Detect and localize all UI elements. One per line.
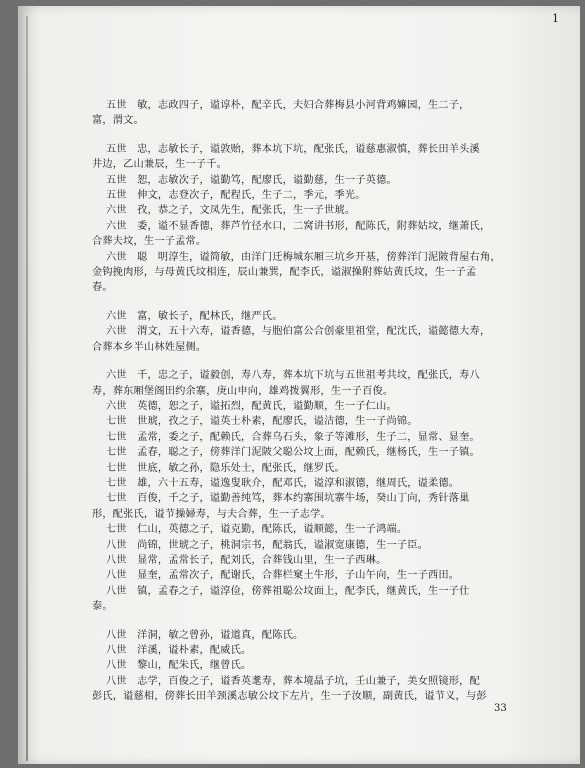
entry-line: 六世 孜，恭之子，文凤先生，配张氏，生一子世琥。 <box>106 205 356 217</box>
entry-paragraph <box>92 173 512 188</box>
entry-paragraph <box>92 219 512 250</box>
page-gutter-shadow <box>26 16 28 761</box>
entry-line: 合葬夫坟，生一子孟常。 <box>92 236 207 248</box>
corner-mark: 1 <box>552 12 559 25</box>
entry-paragraph <box>92 522 512 537</box>
entry-paragraph <box>92 142 512 173</box>
entry-line: 八世 洋洞，敏之曾孙，谥道真，配陈氏。 <box>106 629 304 641</box>
entry-line: 八世 黎山，配朱氏，继曾氏。 <box>106 660 252 672</box>
entry-line: 八世 显常，孟常长子，配刘氏，合葬钱山里，生一子西琳。 <box>106 554 387 566</box>
entry-paragraph <box>92 491 512 522</box>
entry-line: 八世 镇，孟春之子，谥淳俭，傍葬祖聪公坟面上，配李氏，继黄氏，生一子仕 <box>106 585 470 597</box>
entry-line: 七世 仁山，英德之子，谥克勤，配陈氏，谥顺懿，生一子鸿端。 <box>106 524 408 536</box>
entry-paragraph <box>92 430 512 445</box>
entry-line: 泰。 <box>92 601 113 613</box>
entry-line: 富，渭文。 <box>92 115 144 127</box>
entry-line: 五世 忠，志敏长子，谥敦贻，葬本坑下坑，配张氏，谥慈惠淑慎，葬长田羊头溪 <box>106 143 480 155</box>
paragraph-gap <box>92 129 512 142</box>
entry-paragraph <box>92 98 512 129</box>
entry-line: 七世 百俊，千之子，谥勤善纯笃，葬本约寨围坑寨牛场，癸山丁向，秀针落巢 <box>106 493 470 505</box>
entry-line: 形，配张氏，谥节操婦寿，与夫合葬，生一子志学。 <box>92 508 331 520</box>
entry-paragraph <box>92 188 512 203</box>
entry-paragraph <box>92 203 512 218</box>
entry-paragraph <box>92 538 512 553</box>
entry-line: 彭氏，谥慈相，傍葬长田羊颈溪志敏公坟下左片，生一子汝顺，副黄氏，谥节义，与彭 <box>92 691 487 703</box>
entry-line: 六世 富，敏长子，配林氏，继严氏。 <box>106 310 283 322</box>
entry-paragraph <box>92 445 512 460</box>
entry-line: 六世 聪 明淳生，谥简敏，由洋门迁梅城东厢三坑乡开基，傍葬洋门泥陂背屋右角， <box>106 251 501 263</box>
entry-paragraph <box>92 476 512 491</box>
entry-paragraph <box>92 368 512 399</box>
paragraph-gap <box>92 296 512 309</box>
entry-line: 寿，葬东厢堡阁田约余寨，庚山申向，雄鸡拨翼形，生一子百俊。 <box>92 385 394 397</box>
genealogy-text-body <box>92 98 512 705</box>
entry-line: 井边，乙山兼辰，生一子千。 <box>92 159 228 171</box>
entry-paragraph <box>92 250 512 296</box>
entry-line: 八世 洋溪，谥朴素，配威氏。 <box>106 645 252 656</box>
entry-line: 六世 千，忠之子，谥毅创，寿八寿，葬本坑下坑与五世祖考共坟，配张氏，寿八 <box>106 370 480 382</box>
entry-paragraph <box>92 399 512 414</box>
entry-paragraph <box>92 658 512 673</box>
entry-line: 七世 雄，六十五寿，谥逸叟耿介，配邓氏，谥淳和淑德，继周氏，谥柔德。 <box>106 477 460 489</box>
entry-line: 七世 世底，敏之孙，隐乐处士，配张氏，继罗氏。 <box>106 462 345 474</box>
paragraph-gap <box>92 355 512 368</box>
entry-line: 八世 显奎，孟常次子，配谢氏，合葬栏窠土牛形，子山午向，生一子西田。 <box>106 570 460 582</box>
entry-paragraph <box>92 309 512 324</box>
paragraph-gap <box>92 615 512 628</box>
entry-line: 六世 英德，恕之子，谥拓烈，配黄氏，谥勤顺，生一子仁山。 <box>106 400 397 412</box>
entry-paragraph <box>92 461 512 476</box>
entry-line: 五世 伸文，志登次子，配程氏，生子二，季元，季光。 <box>106 190 366 202</box>
entry-line: 八世 志学，百俊之子，谥香英耄寿，葬本境晶子坑，壬山兼子，美女照镜形，配 <box>106 675 480 687</box>
entry-line: 六世 渭文，五十六寿，谥香德，与胞伯富公合创豪里祖堂，配沈氏，谥懿德大寿， <box>106 326 491 338</box>
page-number: 33 <box>494 703 507 714</box>
entry-paragraph <box>92 324 512 355</box>
entry-line: 七世 孟常，委之子，配赖氏，合葬乌石头，象子等滩形，生子二，显常、显奎。 <box>106 431 480 443</box>
entry-line: 五世 敏，志政四子，谥谆朴，配辛氏，夫妇合葬梅县小河背鸡嫲园，生二子， <box>106 100 470 111</box>
entry-paragraph <box>92 584 512 615</box>
entry-line: 六世 委，谥不显香德，葬芦竹径水口，二窝讲书形，配陈氏，附葬姑坟，继萧氏， <box>106 220 491 232</box>
entry-paragraph <box>92 553 512 568</box>
entry-line: 八世 尚锦，世琥之子，桃洞宗书，配翁氏，谥淑宽康德，生一子臣。 <box>106 539 429 551</box>
entry-line: 七世 孟春，聪之子，傍葬洋门泥陂父聪公坟上面，配赖氏，继杨氏，生一子镇。 <box>106 447 480 459</box>
entry-line: 春。 <box>92 282 113 294</box>
entry-paragraph <box>92 674 512 705</box>
entry-line: 五世 恕，志敏次子，谥勤笃，配廖氏，谥勤慈，生一子英德。 <box>106 174 397 186</box>
entry-paragraph <box>92 643 512 658</box>
entry-paragraph <box>92 628 512 643</box>
entry-line: 合葬本乡半山林姓屋侧。 <box>92 341 207 353</box>
entry-paragraph <box>92 414 512 429</box>
entry-line: 金钩挽肉形，与母黄氏坟相连，辰山兼巽，配李氏，谥淑操附葬姑黄氏坟，生一子孟 <box>92 267 477 279</box>
entry-line: 七世 世琥，孜之子，谥英士朴素，配廖氏，谥洁德，生一子尚锦。 <box>106 416 418 428</box>
entry-paragraph <box>92 568 512 583</box>
